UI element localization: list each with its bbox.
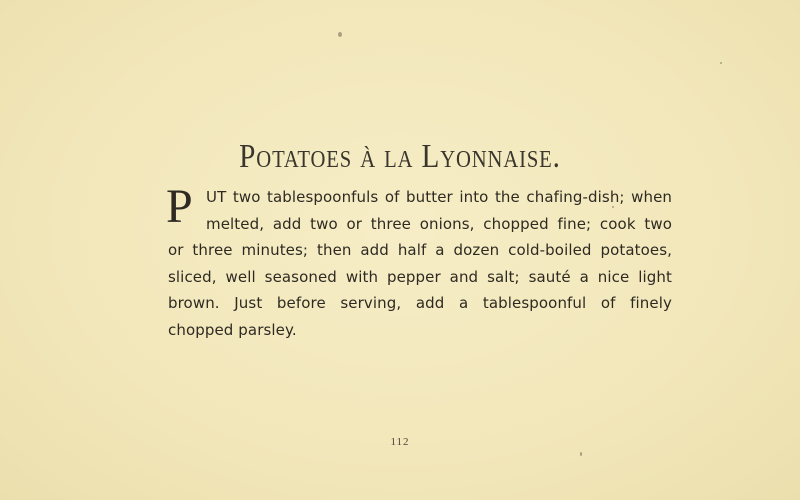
recipe-body <box>166 180 672 343</box>
paper-speck <box>580 452 582 456</box>
text-line: chopped parsley. <box>168 320 297 339</box>
text-line: UT two tablespoonfuls of butter into the chafing-dish; when <box>206 188 672 206</box>
paper-speck <box>338 32 342 37</box>
paper-speck <box>720 62 722 64</box>
page-number: 112 <box>390 436 410 448</box>
text-line: brown. Just before serving, add a tablespoonful of finely <box>168 294 672 312</box>
recipe-title: Potatoes à la Lyonnaise. <box>239 138 561 175</box>
drop-cap: P <box>166 180 193 233</box>
text-line: sliced, well seasoned with pepper and salt; sauté a nice light <box>168 267 672 286</box>
text-line: melted, add two or three onions, chopped fine; cook two <box>206 214 672 233</box>
text-line: or three minutes; then add half a dozen cold-boiled potatoes, <box>168 241 672 259</box>
